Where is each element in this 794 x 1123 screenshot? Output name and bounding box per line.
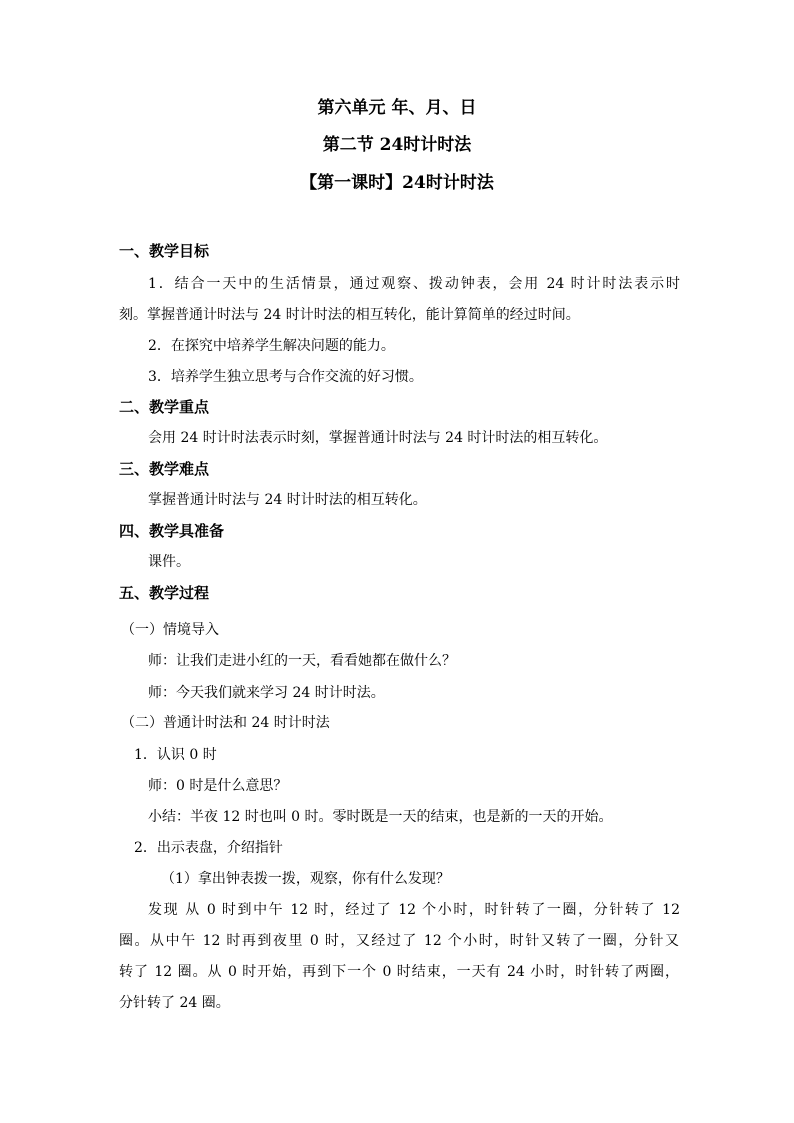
lesson-title: 【第一课时】24时计时法	[300, 173, 494, 193]
part-1-heading: （一）情境导入	[121, 622, 219, 638]
unit-title: 第六单元 年、月、日	[317, 98, 477, 118]
goals-heading: 一、教学目标	[119, 242, 210, 260]
difficulties-text: 掌握普通计时法与 24 时计时法的相互转化。	[148, 492, 427, 508]
tools-heading: 四、教学具准备	[119, 522, 225, 540]
difficulties-heading: 三、教学难点	[119, 460, 210, 478]
step-1-summary: 小结：半夜 12 时也叫 0 时。零时既是一天的结束，也是新的一天的开始。	[148, 809, 613, 825]
key-points-heading: 二、教学重点	[119, 398, 210, 416]
process-heading: 五、教学过程	[119, 584, 210, 602]
section-title: 第二节 24时计时法	[322, 135, 472, 155]
part-1-line-2: 师：今天我们就来学习 24 时计时法。	[148, 685, 385, 701]
step-2-heading: 2．出示表盘，介绍指针	[134, 840, 283, 856]
part-1-line-1: 师：让我们走进小红的一天，看看她都在做什么？	[148, 653, 456, 669]
step-2-sub-1: （1）拿出钟表拨一拨，观察，你有什么发现？	[161, 871, 450, 887]
goal-item-1-line-2: 刻。掌握普通计时法与 24 时计时法的相互转化，能计算简单的经过时间。	[119, 307, 580, 323]
part-2-heading: （二）普通计时法和 24 时计时法	[121, 715, 330, 731]
goal-item-2: 2．在探究中培养学生解决问题的能力。	[148, 338, 395, 354]
finding-line-1: 发现 从 0 时到中午 12 时，经过了 12 个小时，时针转了一圈，分针转了 12	[148, 902, 680, 918]
finding-line-2: 圈。从中午 12 时再到夜里 0 时，又经过了 12 个小时，时针又转了一圈，分针又	[119, 933, 679, 949]
finding-line-4: 分针转了 24 圈。	[119, 995, 230, 1011]
finding-line-3: 转了 12 圈。从 0 时开始，再到下一个 0 时结束，一天有 24 小时，时针转了两圈，	[119, 964, 679, 980]
tools-text: 课件。	[148, 554, 190, 570]
goal-item-3: 3．培养学生独立思考与合作交流的好习惯。	[148, 369, 423, 385]
key-points-text: 会用 24 时计时法表示时刻，掌握普通计时法与 24 时计时法的相互转化。	[148, 430, 608, 446]
goal-item-1-line-1: 1．结合一天中的生活情景，通过观察、拨动钟表，会用 24 时计时法表示时	[148, 276, 680, 292]
step-1-heading: 1．认识 0 时	[134, 747, 217, 763]
step-1-question: 师：0 时是什么意思？	[148, 778, 288, 794]
